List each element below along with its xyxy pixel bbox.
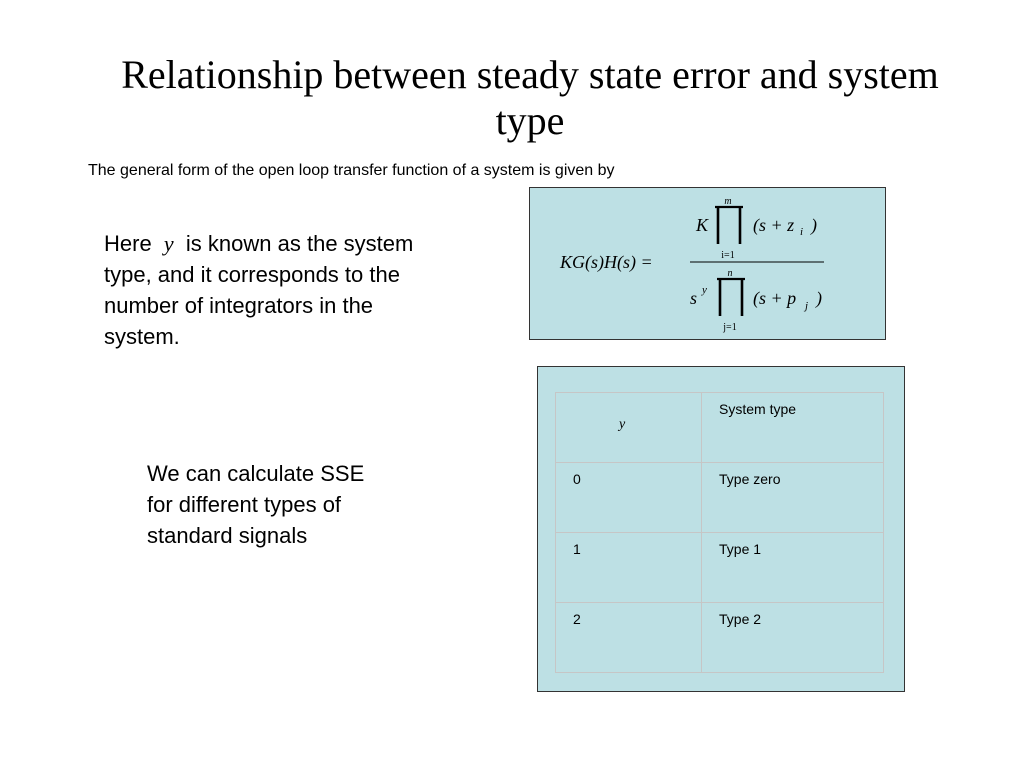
denominator-product-symbol <box>717 279 745 316</box>
system-type-table <box>555 392 884 673</box>
denominator-product-upper: n <box>727 268 733 279</box>
system-type-explanation <box>104 228 434 352</box>
table-cell: Type zero <box>702 463 884 533</box>
table-row <box>556 533 884 603</box>
explanation-variable: y <box>163 231 174 256</box>
table-cell: 1 <box>556 533 702 603</box>
numerator-product-symbol <box>715 207 743 244</box>
table-cell: Type 1 <box>702 533 884 603</box>
transfer-function-formula <box>529 187 886 340</box>
denominator-term: (s + p <box>753 288 797 308</box>
table-cell: 2 <box>556 603 702 673</box>
slide-title: Relationship between steady state error and system type <box>121 52 939 143</box>
explanation-part1: Here <box>104 231 152 256</box>
numerator-term: (s + z <box>753 215 795 235</box>
explanation-part2: is known as the system type, and it corresponds to the number of integrators in the system. <box>104 231 414 349</box>
denominator-base: s <box>690 288 698 308</box>
sse-note: We can calculate SSE for different types of standard signals <box>147 461 365 548</box>
header-y: y <box>619 417 626 432</box>
system-type-table-panel <box>537 366 905 692</box>
table-cell: Type 2 <box>702 603 884 673</box>
denominator-close: ) <box>816 288 822 308</box>
denominator-exponent: y <box>702 284 707 296</box>
slide-subtitle: The general form of the open loop transfer function of a system is given by <box>88 162 615 179</box>
formula-graphic <box>530 188 887 341</box>
denominator-subscript: j <box>805 300 809 312</box>
numerator-coefficient: K <box>696 215 709 235</box>
header-cell-system-type: System type <box>702 393 884 463</box>
table-row <box>556 603 884 673</box>
numerator-subscript: i <box>800 226 804 238</box>
table-header-row <box>556 393 884 463</box>
formula-lhs: KG(s)H(s) = <box>560 252 653 272</box>
numerator-product-upper: m <box>724 196 732 207</box>
table-row <box>556 463 884 533</box>
numerator-close: ) <box>811 215 817 235</box>
numerator-product-lower: i=1 <box>721 250 735 261</box>
denominator-product-lower: j=1 <box>723 322 737 333</box>
header-cell-y <box>556 393 702 463</box>
table-cell: 0 <box>556 463 702 533</box>
